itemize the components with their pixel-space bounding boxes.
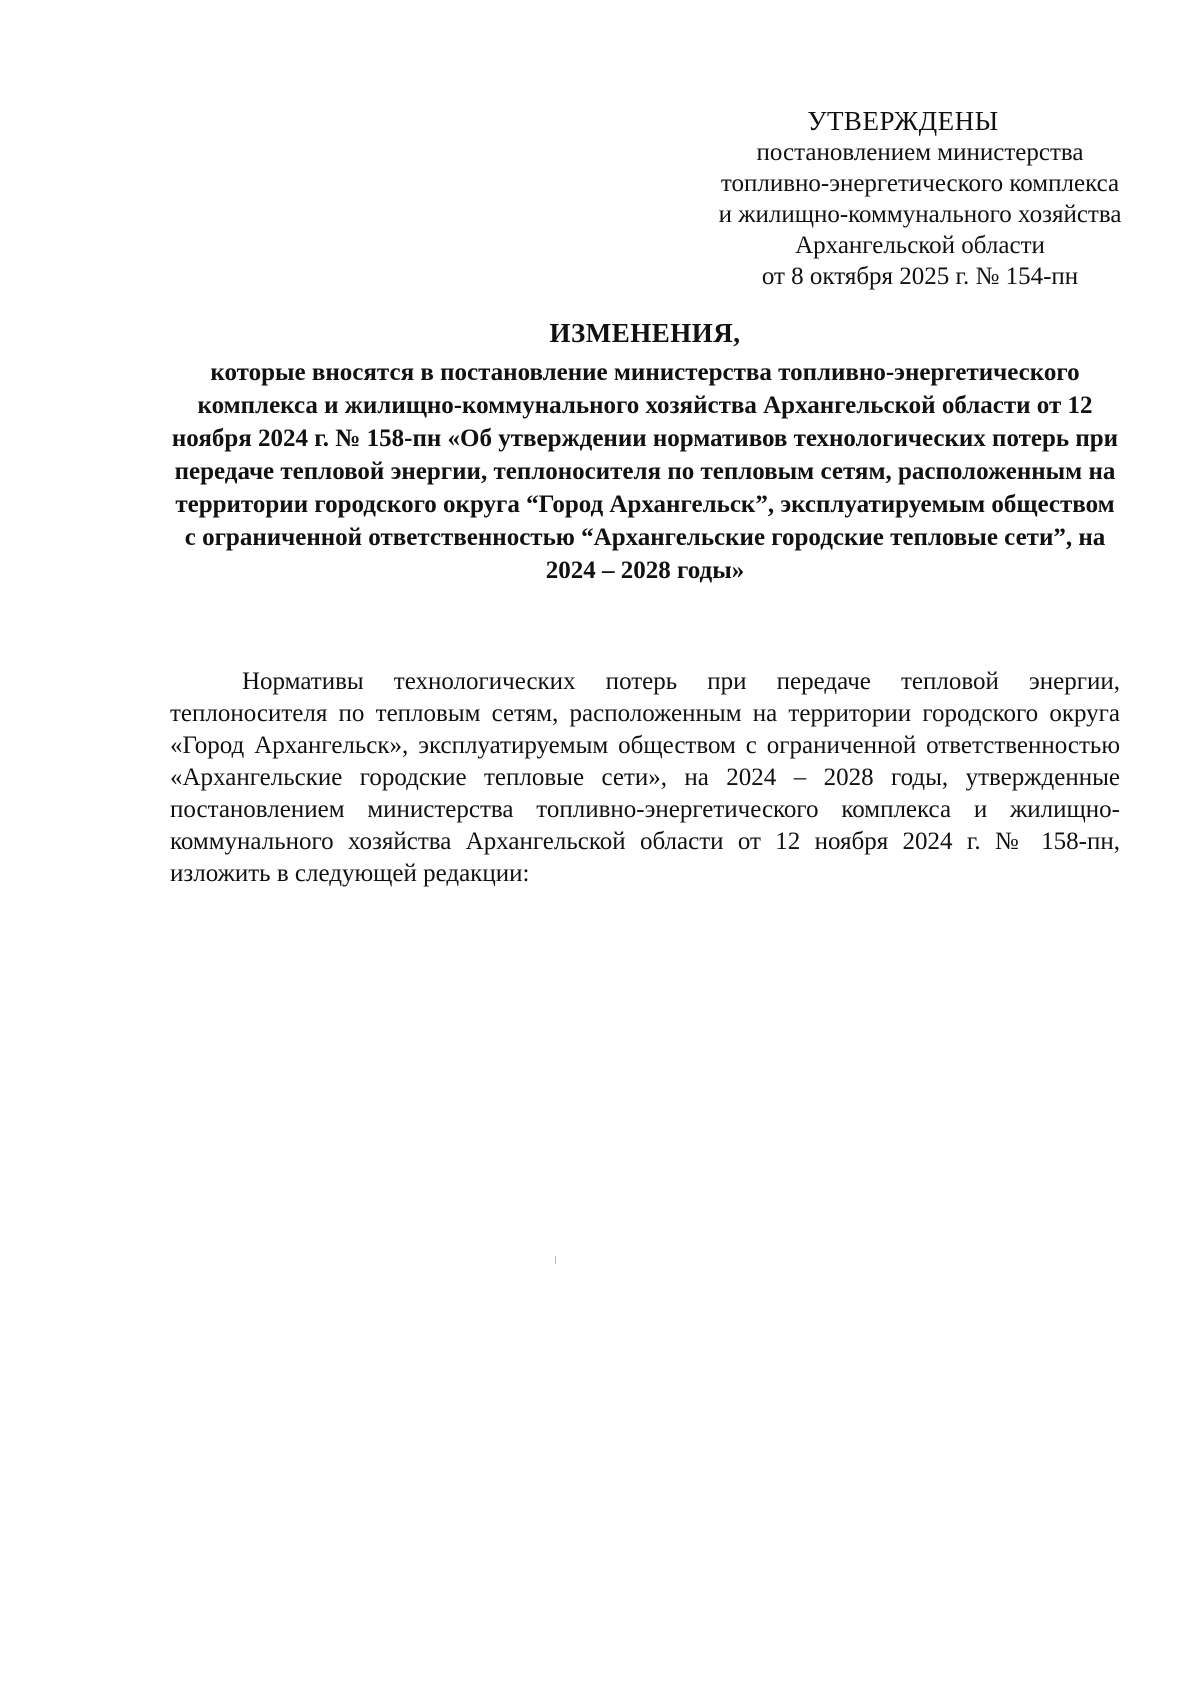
body-paragraph: Нормативы технологических потерь при передаче тепловой энергии, теплоносителя по тепловым сетям, расположенным на территории городского округа «Город Архангельск», эксплуатируемым обществом с ограниченной ответственностью «Архангельские городские тепловые сети», на 2024 – 2028 годы, утвержденные постановлением министерства топливно-энергетического комплекса и жилищно-коммунального хозяйства Архангельской области от 12 ноября 2024 г. № 158-пн, изложить в следующей редакции:: [170, 668, 1120, 887]
title-subtitle: которые вносятся в постановление министерства топливно-энергетического комплекса и жилищно-коммунального хозяйства Архангельской области от 12 ноября 2024 г. № 158-пн «Об утверждении нормативов технологических потерь при передаче тепловой энергии, теплоносителя по тепловым сетям, расположенным на территории городского округа “Город Архангельск”, эксплуатируемым обществом с ограниченной ответственностью “Архангельские городские тепловые сети”, на 2024 – 2028 годы»: [171, 359, 1119, 584]
approval-line: Архангельской области: [795, 232, 1045, 259]
document-title: [170, 316, 1120, 587]
approval-stamp: [690, 106, 1150, 292]
approval-date: от 8 октября 2025 г. № 154-пн: [761, 263, 1079, 290]
approval-line: и жилищно-коммунального хозяйства: [718, 201, 1122, 228]
approval-line: постановлением министерства: [756, 139, 1084, 166]
approval-heading: УТВЕРЖДЕНЫ: [807, 106, 999, 136]
title-heading: ИЗМЕНЕНИЯ,: [549, 318, 741, 348]
approval-line: топливно-энергетического комплекса: [720, 170, 1120, 197]
scan-artifact: [555, 1256, 556, 1264]
